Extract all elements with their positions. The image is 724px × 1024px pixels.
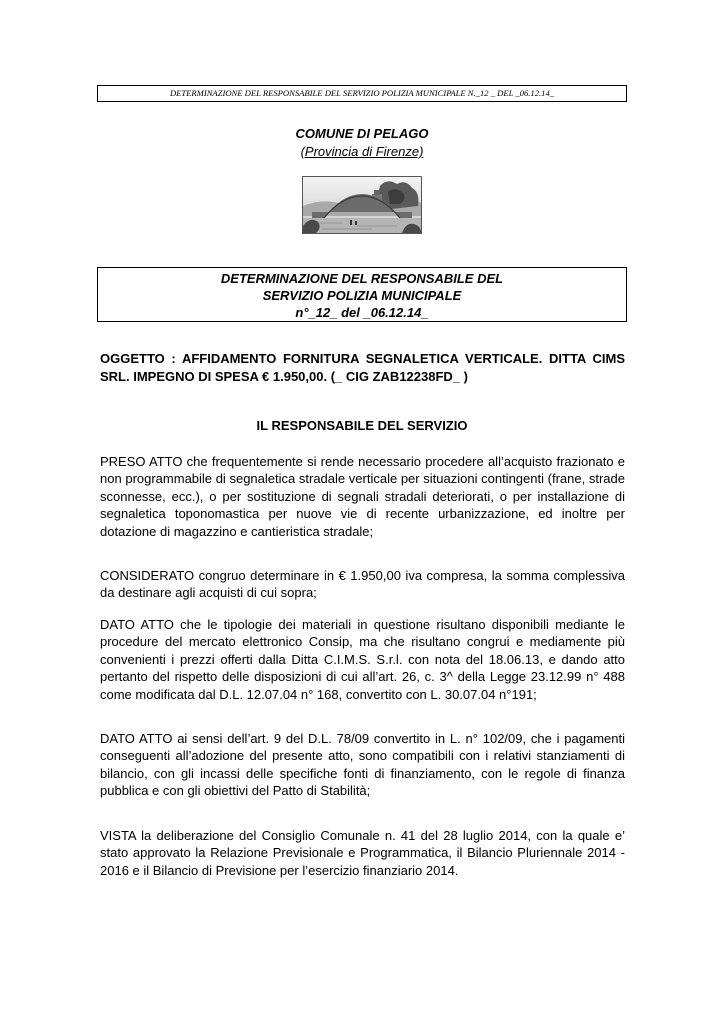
paragraph-dato-atto-consip: DATO ATTO che le tipologie dei materiali in questione risultano disponibili mediante le procedure del mercato elettronico Consip, ma che risultano congrui e mediamente più convenienti i prezzi offerti dalla Ditta C.I.M.S. S.r.l. con nota del 18.06.13, e dando atto pertanto del rispetto delle disposizioni di cui all’art. 26, c. 3^ della Legge 23.12.99 n° 488 come modificata dal D.L. 12.07.04 n° 168, convertito con L. 30.07.04 n°191; bbox=[100, 617, 625, 702]
municipality-name: COMUNE DI PELAGO bbox=[295, 126, 429, 141]
paragraph-preso-atto: PRESO ATTO che frequentemente si rende necessario procedere all’acquisto frazionato e non programmabile di segnaletica stradale verticale per situazioni contingenti (frane, strade sconnesse, ecc.), o per sostituzione di segnali stradali deteriorati, o per installazione di segnaletica toponomastica per nuove vie di recente urbanizzazione, ed inoltre per dotazione di magazzino e cantieristica stradale; bbox=[100, 454, 625, 539]
landscape-bridge-icon bbox=[302, 176, 422, 234]
determination-title-box bbox=[97, 267, 627, 322]
determination-title-line2: SERVIZIO POLIZIA MUNICIPALE bbox=[262, 288, 462, 303]
section-heading-responsabile: IL RESPONSABILE DEL SERVIZIO bbox=[256, 418, 468, 433]
paragraph-vista-deliberazione: VISTA la deliberazione del Consiglio Comunale n. 41 del 28 luglio 2014, con la quale e’ stato approvato la Relazione Previsionale e Programmatica, il Bilancio Pluriennale 2014 - 2016 e il Bilancio di Previsione per l’esercizio finanziario 2014. bbox=[100, 828, 625, 878]
determination-title-line1: DETERMINAZIONE DEL RESPONSABILE DEL bbox=[220, 271, 504, 286]
subject-heading: OGGETTO : AFFIDAMENTO FORNITURA SEGNALETICA VERTICALE. DITTA CIMS SRL. IMPEGNO DI SPESA € 1.950,00. (_ CIG ZAB12238FD_ ) bbox=[100, 351, 625, 384]
province-name: (Provincia di Firenze) bbox=[300, 144, 424, 159]
running-header bbox=[97, 85, 627, 102]
paragraph-dato-atto-pagamenti: DATO ATTO ai sensi dell’art. 9 del D.L. 78/09 convertito in L. n° 102/09, che i pagamenti conseguenti all’adozione del presente atto, sono compatibili con i relativi stanziamenti di bilancio, con gli incassi delle specifiche fonti di finanziamento, con le regole di finanza pubblica e con gli obiettivi del Patto di Stabilità; bbox=[100, 731, 625, 799]
paragraph-considerato: CONSIDERATO congruo determinare in € 1.950,00 iva compresa, la somma complessiva da destinare agli acquisti di cui sopra; bbox=[100, 568, 625, 601]
determination-number: n°_12_ del _06.12.14_ bbox=[295, 305, 429, 320]
running-header-text: DETERMINAZIONE DEL RESPONSABILE DEL SERVIZIO POLIZIA MUNICIPALE N._12 _ DEL _06.12.14_ bbox=[169, 88, 555, 98]
